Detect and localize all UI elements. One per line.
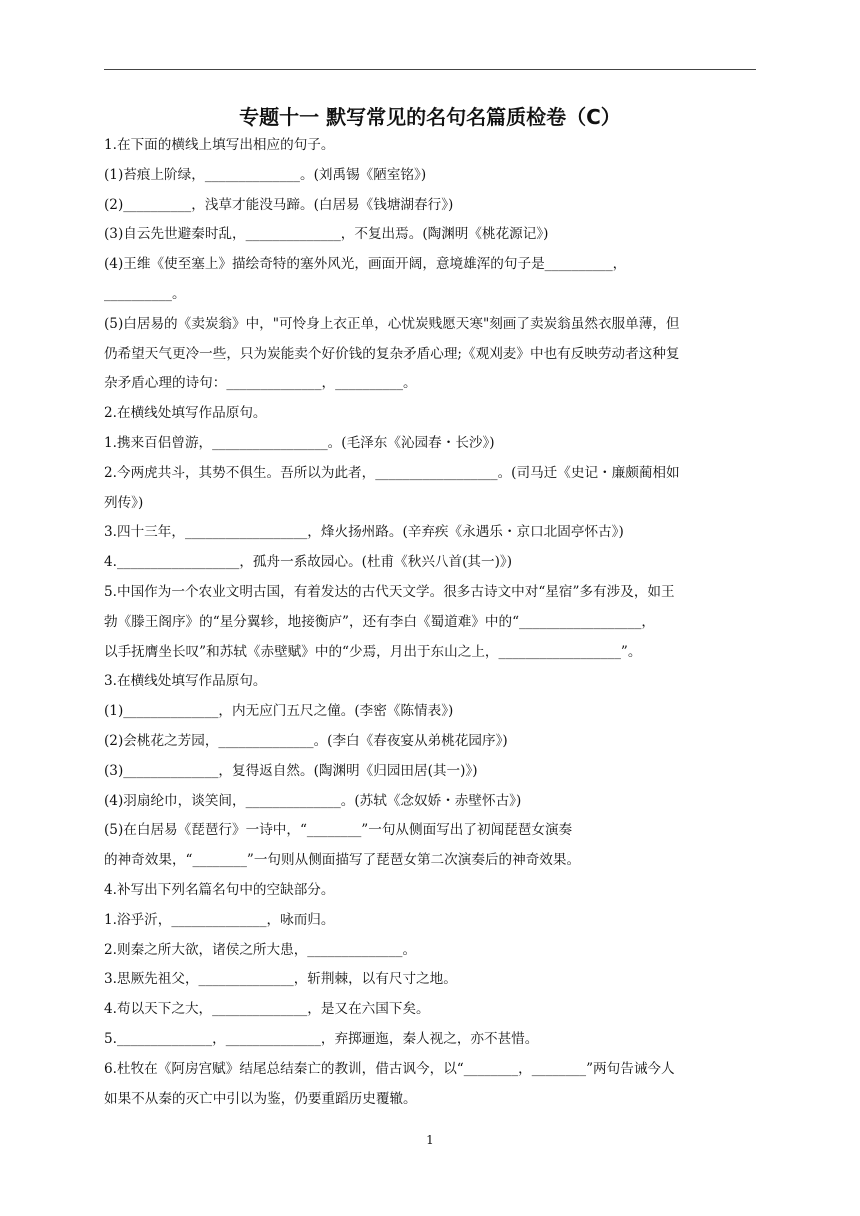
text-line: 勃《滕王阁序》的“星分翼轸，地接衡庐”，还有李白《蜀道难》中的“__________________，	[104, 613, 656, 630]
text-line: (4)羽扇纶巾，谈笑间，______________。(苏轼《念奴娇・赤壁怀古》)	[104, 792, 522, 809]
text-line: 1.携来百侣曾游，_________________。(毛泽东《沁园春・长沙》)	[104, 434, 495, 451]
text-line: 1.在下面的横线上填写出相应的句子。	[104, 137, 335, 153]
text-line: 列传》)	[104, 494, 144, 511]
text-line: 4.苟以天下之大，______________，是又在六国下矣。	[104, 1001, 430, 1018]
page-number: 1	[426, 1133, 434, 1147]
text-line: 杂矛盾心理的诗句：______________，__________。	[104, 375, 417, 392]
page-title: 专题十一 默写常见的名句名篇质检卷（C）	[239, 105, 621, 129]
text-line: (3)自云先世避秦时乱，______________，不复出焉。(陶渊明《桃花源记》)	[104, 226, 549, 243]
text-line: (5)白居易的《卖炭翁》中，"可怜身上衣正单，心忧炭贱愿天寒"刻画了卖炭翁虽然衣服单薄，但	[104, 315, 680, 332]
text-line: (5)在白居易《琵琶行》一诗中，“________”一句从侧面写出了初闻琵琶女演奏	[104, 822, 573, 839]
text-line: (3)______________，复得返自然。(陶渊明《归园田居(其一)》)	[104, 762, 478, 779]
text-line: (1)苔痕上阶绿，______________。(刘禹锡《陋室铭》)	[104, 166, 427, 183]
text-line: __________。	[104, 285, 186, 302]
text-line: (2)__________，浅草才能没马蹄。(白居易《钱塘湖春行》)	[104, 196, 454, 213]
text-line: 4.补写出下列名篇名句中的空缺部分。	[104, 881, 335, 898]
text-line: (2)会桃花之芳园，______________。(李白《春夜宴从弟桃花园序》)	[104, 732, 508, 749]
header-rule	[104, 69, 756, 70]
text-line: 3.在横线处填写作品原句。	[104, 673, 267, 690]
text-line: 以手抚膺坐长叹”和苏轼《赤壁赋》中的“少焉，月出于东山之上，__________________”。	[104, 643, 642, 660]
text-line: 5.中国作为一个农业文明古国，有着发达的古代天文学。很多古诗文中对“星宿”多有涉及，如王	[104, 583, 675, 600]
text-line: 3.思厥先祖父，______________，斩荆棘，以有尺寸之地。	[104, 971, 457, 988]
text-line: 1.浴乎沂，______________，咏而归。	[104, 911, 335, 928]
text-line: 2.在横线处填写作品原句。	[104, 405, 267, 422]
text-line: (4)王维《使至塞上》描绘奇特的塞外风光，画面开阔，意境雄浑的句子是__________，	[104, 256, 627, 273]
text-line: 5.______________，______________，弃掷逦迤，秦人视之，亦不甚惜。	[104, 1030, 539, 1047]
text-line: (1)______________，内无应门五尺之僮。(李密《陈情表》)	[104, 703, 454, 720]
text-line: 2.则秦之所大欲，诸侯之所大患，______________。	[104, 941, 417, 958]
text-line: 6.杜牧在《阿房宫赋》结尾总结秦亡的教训，借古讽今，以“________，________”两句告诫今人	[104, 1060, 675, 1077]
text-line: 4.__________________，孤舟一系故园心。(杜甫《秋兴八首(其一)》)	[104, 554, 513, 571]
text-line: 仍希望天气更冷一些，只为炭能卖个好价钱的复杂矛盾心理;《观刈麦》中也有反映劳动者这种复	[104, 345, 680, 362]
text-line: 2.今两虎共斗，其势不俱生。吾所以为此者，__________________。(司马迁《史记・廉颇蔺相如	[104, 464, 680, 481]
text-line: 3.四十三年，__________________，烽火扬州路。(辛弃疾《永遇乐・京口北固亭怀古》)	[104, 524, 624, 541]
text-line: 如果不从秦的灭亡中引以为鉴，仍要重蹈历史覆辙。	[104, 1090, 417, 1107]
question-content	[104, 131, 756, 1114]
text-line: 的神奇效果，“________”一句则从侧面描写了琵琶女第二次演奏后的神奇效果。	[104, 852, 581, 869]
